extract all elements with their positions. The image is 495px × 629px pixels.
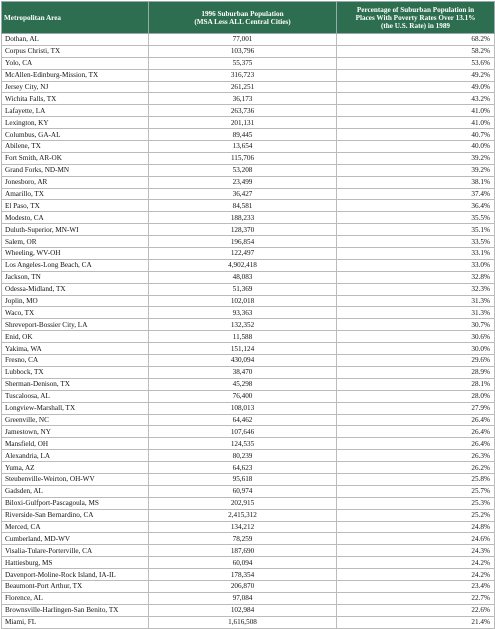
table-row xyxy=(2,307,495,319)
table-row xyxy=(2,176,495,188)
cell-percentage: 24.2% xyxy=(337,569,495,581)
header-pop-line2: (MSA Less ALL Central Cities) xyxy=(194,17,291,26)
cell-area: Mansfield, OH xyxy=(2,438,149,450)
cell-area: Cumberland, MD-WV xyxy=(2,533,149,545)
cell-area: Lafayette, LA xyxy=(2,105,149,117)
table-row xyxy=(2,569,495,581)
cell-percentage: 40.0% xyxy=(337,141,495,153)
cell-population: 78,259 xyxy=(149,533,337,545)
cell-population: 48,083 xyxy=(149,271,337,283)
header-metropolitan-area xyxy=(2,2,149,34)
cell-population: 430,094 xyxy=(149,355,337,367)
poverty-table xyxy=(1,1,495,629)
cell-area: Yakima, WA xyxy=(2,343,149,355)
table-row xyxy=(2,200,495,212)
cell-population: 4,902,418 xyxy=(149,259,337,271)
cell-population: 84,581 xyxy=(149,200,337,212)
cell-population: 115,706 xyxy=(149,152,337,164)
cell-percentage: 25.3% xyxy=(337,497,495,509)
cell-percentage: 33.1% xyxy=(337,248,495,260)
cell-population: 316,723 xyxy=(149,69,337,81)
cell-percentage: 28.9% xyxy=(337,366,495,378)
cell-percentage: 24.2% xyxy=(337,557,495,569)
table-row xyxy=(2,473,495,485)
cell-population: 108,013 xyxy=(149,402,337,414)
cell-percentage: 25.8% xyxy=(337,473,495,485)
cell-area: Merced, CA xyxy=(2,521,149,533)
cell-percentage: 37.4% xyxy=(337,188,495,200)
table-row xyxy=(2,462,495,474)
cell-area: Yolo, CA xyxy=(2,57,149,69)
table-row xyxy=(2,69,495,81)
cell-area: Jersey City, NJ xyxy=(2,81,149,93)
cell-area: Tuscaloosa, AL xyxy=(2,390,149,402)
cell-population: 97,084 xyxy=(149,592,337,604)
cell-population: 103,796 xyxy=(149,45,337,57)
cell-percentage: 36.4% xyxy=(337,200,495,212)
table-row xyxy=(2,259,495,271)
cell-area: Alexandria, LA xyxy=(2,450,149,462)
table-row xyxy=(2,402,495,414)
cell-percentage: 53.6% xyxy=(337,57,495,69)
cell-population: 134,212 xyxy=(149,521,337,533)
cell-percentage: 49.0% xyxy=(337,81,495,93)
cell-area: Columbus, GA-AL xyxy=(2,129,149,141)
cell-population: 60,094 xyxy=(149,557,337,569)
table-row xyxy=(2,319,495,331)
cell-percentage: 41.0% xyxy=(337,105,495,117)
cell-percentage: 30.6% xyxy=(337,331,495,343)
cell-percentage: 28.0% xyxy=(337,390,495,402)
table-row xyxy=(2,355,495,367)
table-row xyxy=(2,45,495,57)
cell-area: Florence, AL xyxy=(2,592,149,604)
cell-area: Gadsden, AL xyxy=(2,485,149,497)
cell-percentage: 24.3% xyxy=(337,545,495,557)
table-row xyxy=(2,450,495,462)
cell-population: 124,535 xyxy=(149,438,337,450)
cell-area: Jonesboro, AR xyxy=(2,176,149,188)
cell-area: McAllen-Edinburg-Mission, TX xyxy=(2,69,149,81)
table-row xyxy=(2,592,495,604)
cell-area: Dothan, AL xyxy=(2,34,149,46)
cell-population: 102,018 xyxy=(149,295,337,307)
cell-population: 196,854 xyxy=(149,236,337,248)
table-row xyxy=(2,164,495,176)
header-suburban-population xyxy=(149,2,337,34)
table-row xyxy=(2,521,495,533)
cell-area: Shreveport-Bossier City, LA xyxy=(2,319,149,331)
cell-population: 102,984 xyxy=(149,604,337,616)
cell-population: 53,208 xyxy=(149,164,337,176)
cell-area: Sherman-Denison, TX xyxy=(2,378,149,390)
cell-population: 206,870 xyxy=(149,580,337,592)
cell-area: Odessa-Midland, TX xyxy=(2,283,149,295)
cell-percentage: 25.2% xyxy=(337,509,495,521)
cell-percentage: 26.4% xyxy=(337,414,495,426)
cell-area: Fort Smith, AR-OK xyxy=(2,152,149,164)
cell-percentage: 38.1% xyxy=(337,176,495,188)
cell-percentage: 35.5% xyxy=(337,212,495,224)
header-pct-line3: (the U.S. Rate) in 1989 xyxy=(380,21,451,30)
cell-percentage: 24.8% xyxy=(337,521,495,533)
cell-percentage: 68.2% xyxy=(337,34,495,46)
cell-population: 132,352 xyxy=(149,319,337,331)
cell-percentage: 31.3% xyxy=(337,307,495,319)
table-row xyxy=(2,580,495,592)
cell-population: 202,915 xyxy=(149,497,337,509)
table-row xyxy=(2,533,495,545)
cell-area: Amarillo, TX xyxy=(2,188,149,200)
cell-area: El Paso, TX xyxy=(2,200,149,212)
header-pct-line2: Places With Poverty Rates Over 13.1% xyxy=(355,13,476,22)
table-row xyxy=(2,438,495,450)
cell-population: 60,974 xyxy=(149,485,337,497)
table-row xyxy=(2,378,495,390)
cell-area: Wheeling, WV-OH xyxy=(2,248,149,260)
table-body xyxy=(2,34,495,629)
cell-population: 36,427 xyxy=(149,188,337,200)
cell-percentage: 49.2% xyxy=(337,69,495,81)
header-poverty-percentage xyxy=(337,2,495,34)
cell-percentage: 41.0% xyxy=(337,117,495,129)
cell-percentage: 23.4% xyxy=(337,580,495,592)
cell-population: 11,588 xyxy=(149,331,337,343)
table-header xyxy=(2,2,495,34)
cell-area: Jackson, TN xyxy=(2,271,149,283)
cell-percentage: 32.3% xyxy=(337,283,495,295)
cell-percentage: 22.7% xyxy=(337,592,495,604)
cell-population: 122,497 xyxy=(149,248,337,260)
cell-population: 76,400 xyxy=(149,390,337,402)
cell-population: 23,499 xyxy=(149,176,337,188)
cell-area: Waco, TX xyxy=(2,307,149,319)
table-row xyxy=(2,390,495,402)
header-row xyxy=(2,2,495,34)
cell-percentage: 26.2% xyxy=(337,462,495,474)
cell-population: 38,470 xyxy=(149,366,337,378)
cell-percentage: 33.5% xyxy=(337,236,495,248)
cell-area: Los Angeles-Long Beach, CA xyxy=(2,259,149,271)
cell-area: Joplin, MO xyxy=(2,295,149,307)
table-row xyxy=(2,81,495,93)
cell-area: Wichita Falls, TX xyxy=(2,93,149,105)
cell-percentage: 40.7% xyxy=(337,129,495,141)
table-row xyxy=(2,129,495,141)
cell-population: 263,736 xyxy=(149,105,337,117)
cell-population: 261,251 xyxy=(149,81,337,93)
cell-percentage: 33.0% xyxy=(337,259,495,271)
cell-area: Davenport-Moline-Rock Island, IA-IL xyxy=(2,569,149,581)
table-row xyxy=(2,485,495,497)
cell-area: Grand Forks, ND-MN xyxy=(2,164,149,176)
table-row xyxy=(2,616,495,628)
cell-percentage: 43.2% xyxy=(337,93,495,105)
cell-area: Brownsville-Harlingen-San Benito, TX xyxy=(2,604,149,616)
cell-area: Yuma, AZ xyxy=(2,462,149,474)
cell-population: 187,690 xyxy=(149,545,337,557)
cell-percentage: 29.6% xyxy=(337,355,495,367)
table-row xyxy=(2,152,495,164)
cell-area: Beaumont-Port Arthur, TX xyxy=(2,580,149,592)
table-row xyxy=(2,283,495,295)
table-row xyxy=(2,236,495,248)
cell-percentage: 39.2% xyxy=(337,164,495,176)
cell-percentage: 32.8% xyxy=(337,271,495,283)
cell-area: Modesto, CA xyxy=(2,212,149,224)
cell-population: 93,363 xyxy=(149,307,337,319)
header-pop-line1: 1996 Suburban Population xyxy=(201,9,284,18)
cell-population: 188,233 xyxy=(149,212,337,224)
cell-percentage: 35.1% xyxy=(337,224,495,236)
table-row xyxy=(2,105,495,117)
cell-area: Salem, OR xyxy=(2,236,149,248)
cell-percentage: 28.1% xyxy=(337,378,495,390)
cell-percentage: 24.6% xyxy=(337,533,495,545)
cell-area: Longview-Marshall, TX xyxy=(2,402,149,414)
cell-percentage: 30.7% xyxy=(337,319,495,331)
cell-population: 107,646 xyxy=(149,426,337,438)
cell-area: Steubenville-Weirton, OH-WV xyxy=(2,473,149,485)
cell-population: 151,124 xyxy=(149,343,337,355)
cell-area: Fresno, CA xyxy=(2,355,149,367)
cell-percentage: 26.4% xyxy=(337,426,495,438)
cell-percentage: 31.3% xyxy=(337,295,495,307)
table-row xyxy=(2,604,495,616)
cell-percentage: 22.6% xyxy=(337,604,495,616)
cell-area: Visalia-Tulare-Porterville, CA xyxy=(2,545,149,557)
cell-area: Duluth-Superior, MN-WI xyxy=(2,224,149,236)
header-area-label: Metropolitan Area xyxy=(4,13,62,22)
table-row xyxy=(2,509,495,521)
cell-area: Hattiesburg, MS xyxy=(2,557,149,569)
table-row xyxy=(2,331,495,343)
cell-area: Enid, OK xyxy=(2,331,149,343)
cell-area: Biloxi-Gulfport-Pascagoula, MS xyxy=(2,497,149,509)
cell-percentage: 21.4% xyxy=(337,616,495,628)
cell-percentage: 58.2% xyxy=(337,45,495,57)
cell-population: 13,654 xyxy=(149,141,337,153)
cell-area: Lubbock, TX xyxy=(2,366,149,378)
table-row xyxy=(2,366,495,378)
cell-population: 95,618 xyxy=(149,473,337,485)
cell-area: Riverside-San Bernardino, CA xyxy=(2,509,149,521)
cell-population: 36,173 xyxy=(149,93,337,105)
cell-population: 89,445 xyxy=(149,129,337,141)
cell-population: 201,131 xyxy=(149,117,337,129)
cell-percentage: 39.2% xyxy=(337,152,495,164)
cell-population: 2,415,312 xyxy=(149,509,337,521)
cell-percentage: 26.4% xyxy=(337,438,495,450)
table-row xyxy=(2,224,495,236)
cell-population: 45,298 xyxy=(149,378,337,390)
table-row xyxy=(2,188,495,200)
cell-area: Jamestown, NY xyxy=(2,426,149,438)
table-row xyxy=(2,295,495,307)
table-row xyxy=(2,57,495,69)
table-row xyxy=(2,343,495,355)
cell-percentage: 27.9% xyxy=(337,402,495,414)
cell-percentage: 30.0% xyxy=(337,343,495,355)
table-row xyxy=(2,271,495,283)
table-row xyxy=(2,414,495,426)
cell-area: Abilene, TX xyxy=(2,141,149,153)
table-row xyxy=(2,557,495,569)
cell-population: 55,375 xyxy=(149,57,337,69)
cell-population: 64,623 xyxy=(149,462,337,474)
table-row xyxy=(2,248,495,260)
cell-percentage: 25.7% xyxy=(337,485,495,497)
table-row xyxy=(2,141,495,153)
table-row xyxy=(2,426,495,438)
cell-population: 64,462 xyxy=(149,414,337,426)
cell-area: Lexington, KY xyxy=(2,117,149,129)
cell-area: Greenville, NC xyxy=(2,414,149,426)
cell-population: 178,354 xyxy=(149,569,337,581)
table-row xyxy=(2,212,495,224)
table-row xyxy=(2,34,495,46)
cell-population: 1,616,508 xyxy=(149,616,337,628)
cell-population: 77,001 xyxy=(149,34,337,46)
cell-population: 128,370 xyxy=(149,224,337,236)
table-row xyxy=(2,93,495,105)
cell-population: 80,239 xyxy=(149,450,337,462)
header-pct-line1: Percentage of Suburban Population in xyxy=(356,5,475,14)
table-row xyxy=(2,117,495,129)
table-row xyxy=(2,497,495,509)
cell-area: Corpus Christi, TX xyxy=(2,45,149,57)
cell-percentage: 26.3% xyxy=(337,450,495,462)
cell-area: Miami, FL xyxy=(2,616,149,628)
cell-population: 51,369 xyxy=(149,283,337,295)
